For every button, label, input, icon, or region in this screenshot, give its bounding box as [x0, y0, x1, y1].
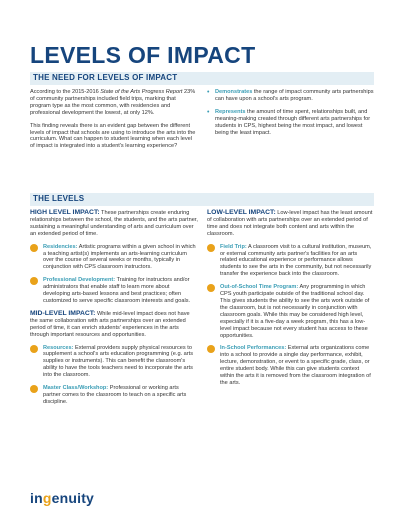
need-paragraph-1: According to the 2015-2016 State of the Arts Progress Report 23% of community partnerships included field trips, marking that program type as the most common, with residencies and professional development the lowest, at only 12%. — [30, 89, 196, 116]
section-heading-levels: THE LEVELS — [33, 194, 85, 203]
need-bullet-list — [207, 89, 374, 136]
list-item: In-School Performances: External arts organizations come into a school to provide a single day performance, exhibit, lecture, demonstration, or event to a specific grade, class, or entire student body. While this can give students context within the arts it is removed from the classroom integration of the arts. — [207, 345, 374, 386]
field-trip-icon — [207, 244, 215, 252]
section-header-band — [30, 193, 374, 206]
levels-left-column — [30, 210, 198, 412]
list-item: Resources: External providers supply physical resources to supplement a school's arts education programming (e.g. arts supplies or instruments). This can benefit the classroom's ability to have the tools teachers need to incorporate the arts into the classroom. — [30, 345, 198, 380]
list-item: Residencies: Artistic programs within a given school in which a teaching artist(s) implements an arts-learning curriculum over the course of several weeks or months, typically in conjunction with CPS classroom instructors. — [30, 244, 198, 272]
low-level-intro: LOW-LEVEL IMPACT: Low-level impact has the least amount of collaboration with arts partnerships over an extended period of time and does not integrate both content and arts within the classroom. — [207, 209, 373, 237]
need-left-column — [30, 89, 198, 156]
page-title: LEVELS OF IMPACT — [30, 42, 256, 68]
list-item: • Demonstrates the range of impact community arts partnerships can have upon a school's arts program. — [207, 89, 374, 102]
bullet-icon: • — [207, 108, 210, 116]
section-heading-need: THE NEED FOR LEVELS OF IMPACT — [33, 73, 178, 82]
master-class-icon — [30, 385, 38, 393]
professional-development-icon — [30, 277, 38, 285]
need-paragraph-2: This finding reveals there is an evident gap between the different levels of impact that schools are using to introduce the arts into the curriculum. What can happen to student learning when each level of impact is integrated into a student's learning experience? — [30, 122, 196, 150]
list-item: Professional Development: Training for instructors and/or administrators that enable staff to learn more about developing arts-based lessons and best practices; often customized to serve specific classroom interests and goals. — [30, 277, 198, 305]
section-header-band — [30, 72, 374, 85]
resources-icon — [30, 345, 38, 353]
performance-icon — [207, 345, 215, 353]
report-title: State of the Arts Progress Report — [100, 89, 183, 95]
out-of-school-icon — [207, 284, 215, 292]
mid-level-intro: MID-LEVEL IMPACT: While mid-level impact does not have the same collaboration with arts partnerships over an extended period of time, it can enrich students' experiences in the arts through important resources and opportunities. — [30, 309, 190, 338]
bullet-icon: • — [207, 89, 210, 96]
high-level-intro: HIGH LEVEL IMPACT: These partnerships create enduring relationships between the school, the students, and the arts partner, sustaining a meaningful understanding of arts and curriculum over an extended period of time. — [30, 209, 198, 237]
list-item: Field Trip: A classroom visit to a cultural institution, museum, or external community arts partner's facilities for an arts related educational experience or performance allows students to see the arts in the community, but not necessarily transfer the experience back into the classroom. — [207, 244, 374, 279]
levels-right-column — [207, 210, 374, 393]
ingenuity-logo: ingenuity — [30, 490, 95, 506]
list-item: • Represents the amount of time spent, relationships built, and meaning-making created through different arts partnerships for students in CPS, highest being the most impact, and lowest being the least impact. — [207, 108, 371, 136]
residencies-icon — [30, 244, 38, 252]
list-item: Out-of-School Time Program: Any programming in which CPS youth participate outside of the traditional school day. This gives students the ability to see the arts work outside of the classroom, but is not necessarily in conjunction with classroom goals. While this may be considered high level, especially if it is a five-day a week program, this has a low-level impact because not every student has access to these opportunities. — [207, 284, 374, 339]
list-item: Master Class/Workshop: Professional or working arts partner comes to the classroom to teach on a specific arts discipline. — [30, 385, 198, 406]
need-right-column — [207, 89, 374, 142]
